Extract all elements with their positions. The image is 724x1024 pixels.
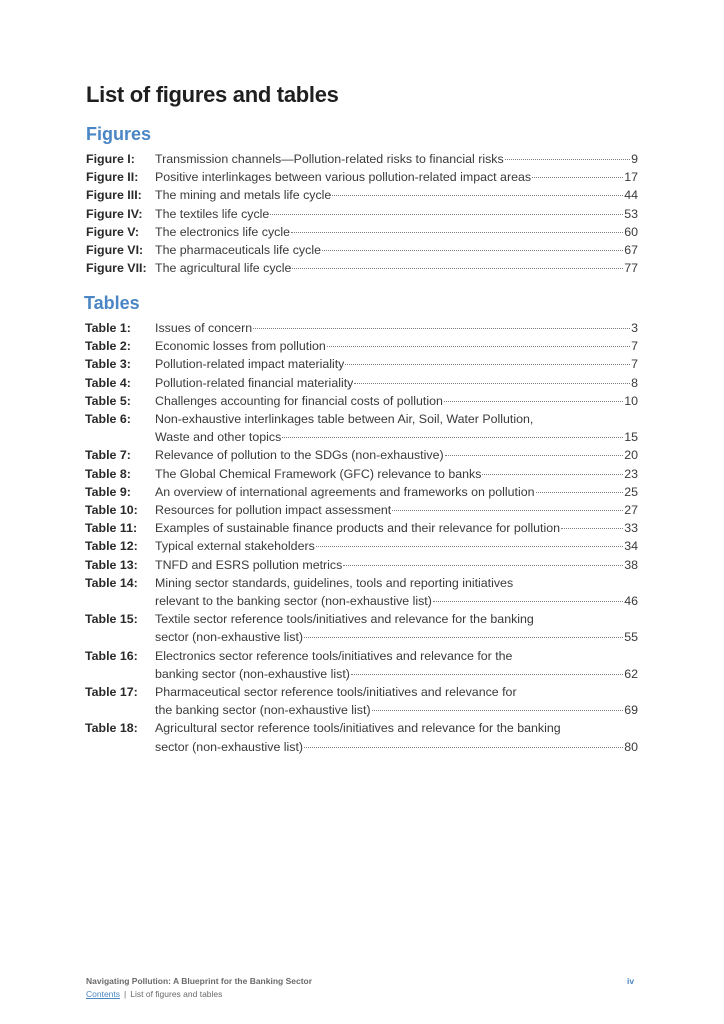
dot-leader [270,214,623,215]
table-entry-page-number: 69 [624,703,638,718]
dot-leader [505,159,630,160]
table-entry-label: Table 6: [85,412,131,427]
table-entry-title: sector (non-exhaustive list) [155,630,304,645]
table-entry-label: Table 4: [85,375,131,390]
footer-document-title: Navigating Pollution: A Blueprint for the Banking Sector [86,976,313,986]
table-entry-page-number: 46 [624,594,638,609]
figure-entry-title: Transmission channels—Pollution-related risks to financial risks [155,152,504,166]
figure-entry-title: The textiles life cycle [155,206,270,221]
dot-leader [444,401,623,402]
table-entry-page-number: 33 [624,521,638,536]
figure-entry[interactable] [86,259,638,277]
table-entry-label: Table 1: [85,321,131,335]
dot-leader [445,455,624,456]
table-entry-page-number: 3 [631,321,638,335]
figure-entry[interactable] [86,150,638,168]
table-entry-label: Table 14: [85,575,138,590]
table-entry-title: Issues of concern [155,321,253,335]
table-entry-title: Pollution-related impact materiality [155,357,345,372]
table-entry-label: Table 12: [85,539,138,554]
table-entry-page-number: 23 [624,466,638,481]
table-entry-label: Table 17: [85,685,138,700]
figure-entry-title: The agricultural life cycle [155,261,292,276]
table-entry-page-number: 7 [631,357,638,372]
figures-list [86,150,638,277]
table-entry-title: sector (non-exhaustive list) [155,739,304,754]
dot-leader [292,268,623,269]
dot-leader [351,674,623,675]
table-entry[interactable] [85,355,638,373]
dot-leader [291,232,623,233]
table-entry-page-number: 55 [624,630,638,645]
dot-leader [332,195,623,196]
table-entry-label: Table 11: [85,521,138,536]
table-entry-label: Table 9: [85,484,131,499]
table-entry[interactable] [85,374,638,392]
dot-leader [561,528,623,529]
dot-leader [345,364,630,365]
figure-entry-label: Figure VI: [86,243,144,258]
figure-entry[interactable] [86,205,638,223]
table-entry-label: Table 8: [85,466,131,481]
table-entry-title: Textile sector reference tools/initiatives and relevance for the banking [155,612,534,627]
figure-entry-page-number: 53 [624,206,638,221]
table-entry[interactable] [85,319,638,337]
dot-leader [253,328,630,329]
dot-leader [482,474,623,475]
figure-entry-page-number: 44 [624,188,638,203]
dot-leader [282,437,623,438]
table-entry-page-number: 7 [631,339,638,354]
table-entry-title: Challenges accounting for financial costs of pollution [155,393,443,408]
dot-leader [304,747,623,748]
table-entry-title: TNFD and ESRS pollution metrics [155,557,343,572]
footer-page-number: iv [627,976,635,986]
dot-leader [433,601,623,602]
table-entry[interactable] [85,465,638,483]
table-entry[interactable] [85,483,638,501]
figure-entry-label: Figure I: [86,152,135,166]
table-entry-page-number: 62 [624,666,638,681]
figure-entry[interactable] [86,168,638,186]
figure-entry-page-number: 60 [624,224,638,239]
table-entry[interactable] [85,556,638,574]
table-entry-page-number: 10 [624,393,638,408]
figure-entry[interactable] [86,241,638,259]
table-entry[interactable] [85,392,638,410]
table-entry-page-number: 27 [624,503,638,518]
dot-leader [322,250,623,251]
table-entry-title: Resources for pollution impact assessment [155,503,392,518]
current-section-label: List of figures and tables [130,989,223,999]
dot-leader [354,383,630,384]
figure-entry-label: Figure V: [86,224,140,239]
figure-entry-title: The electronics life cycle [155,224,290,239]
table-entry-title: Pollution-related financial materiality [155,375,354,390]
table-entry-title: Electronics sector reference tools/initiatives and relevance for the [155,648,513,663]
breadcrumb-separator: | [124,989,127,999]
figure-entry-page-number: 67 [624,243,638,258]
table-entry-title: Relevance of pollution to the SDGs (non-exhaustive) [155,448,444,463]
table-entry-label: Table 16: [85,648,138,663]
figure-entry-label: Figure II: [86,170,139,185]
page-title: List of figures and tables [86,82,339,107]
dot-leader [372,710,624,711]
table-entry-page-number: 8 [631,375,638,390]
table-entry-title: the banking sector (non-exhaustive list) [155,703,371,718]
table-entry-title: Agricultural sector reference tools/initiatives and relevance for the banking [155,721,561,736]
table-entry-title: Non-exhaustive interlinkages table between Air, Soil, Water Pollution, [155,412,534,427]
table-entry-page-number: 34 [624,539,638,554]
table-entry[interactable] [85,537,638,555]
table-entry-page-number: 25 [624,484,638,499]
dot-leader [304,637,623,638]
table-entry-page-number: 15 [624,430,638,445]
table-entry[interactable] [85,410,638,446]
table-entry-title: Pharmaceutical sector reference tools/initiatives and relevance for [155,685,517,700]
table-entry-title: The Global Chemical Framework (GFC) relevance to banks [155,466,482,481]
table-entry[interactable] [85,519,638,537]
table-entry-label: Table 2: [85,339,131,354]
table-entry-label: Table 18: [85,721,138,736]
table-entry-label: Table 7: [85,448,131,463]
table-entry-title: Economic losses from pollution [155,339,326,354]
table-entry-page-number: 20 [624,448,638,463]
footer-breadcrumb [86,989,222,999]
dot-leader [316,546,623,547]
table-entry-label: Table 3: [85,357,131,372]
contents-link[interactable]: Contents [86,989,121,999]
table-entry[interactable] [85,610,638,646]
figure-entry-label: Figure VII: [86,261,147,276]
figure-entry[interactable] [86,223,638,241]
figure-entry-page-number: 77 [624,261,638,276]
figure-entry-title: The mining and metals life cycle [155,188,332,203]
tables-list [85,319,638,756]
table-entry-title: Waste and other topics [155,430,282,445]
dot-leader [532,177,623,178]
figures-heading: Figures [86,124,152,144]
table-entry-label: Table 13: [85,557,138,572]
dot-leader [343,565,623,566]
table-entry[interactable] [85,337,638,355]
figure-entry-label: Figure IV: [86,206,143,221]
figure-entry-label: Figure III: [86,188,142,203]
figure-entry[interactable] [86,186,638,204]
table-entry-label: Table 15: [85,612,138,627]
table-entry-title: relevant to the banking sector (non-exhaustive list) [155,594,432,609]
figure-entry-title: Positive interlinkages between various pollution-related impact areas [155,170,532,185]
dot-leader [327,346,630,347]
table-entry[interactable] [85,446,638,464]
figure-entry-title: The pharmaceuticals life cycle [155,243,321,258]
table-entry-title: Examples of sustainable finance products and their relevance for pollution [155,521,561,536]
table-entry[interactable] [85,683,638,719]
tables-heading: Tables [84,293,140,313]
table-entry-title: banking sector (non-exhaustive list) [155,666,350,681]
table-entry-page-number: 38 [624,557,638,572]
table-entry[interactable] [85,574,638,610]
figure-entry-page-number: 9 [631,152,638,166]
table-entry-label: Table 10: [85,503,138,518]
dot-leader [536,492,624,493]
table-entry[interactable] [85,647,638,683]
table-entry-page-number: 80 [624,739,638,754]
table-entry-title: Typical external stakeholders [155,539,315,554]
figure-entry-page-number: 17 [624,170,638,185]
table-entry-title: Mining sector standards, guidelines, tools and reporting initiatives [155,575,514,590]
table-entry-label: Table 5: [85,393,131,408]
table-entry-title: An overview of international agreements and frameworks on pollution [155,484,535,499]
table-entry[interactable] [85,501,638,519]
table-entry[interactable] [85,719,638,755]
dot-leader [392,510,623,511]
